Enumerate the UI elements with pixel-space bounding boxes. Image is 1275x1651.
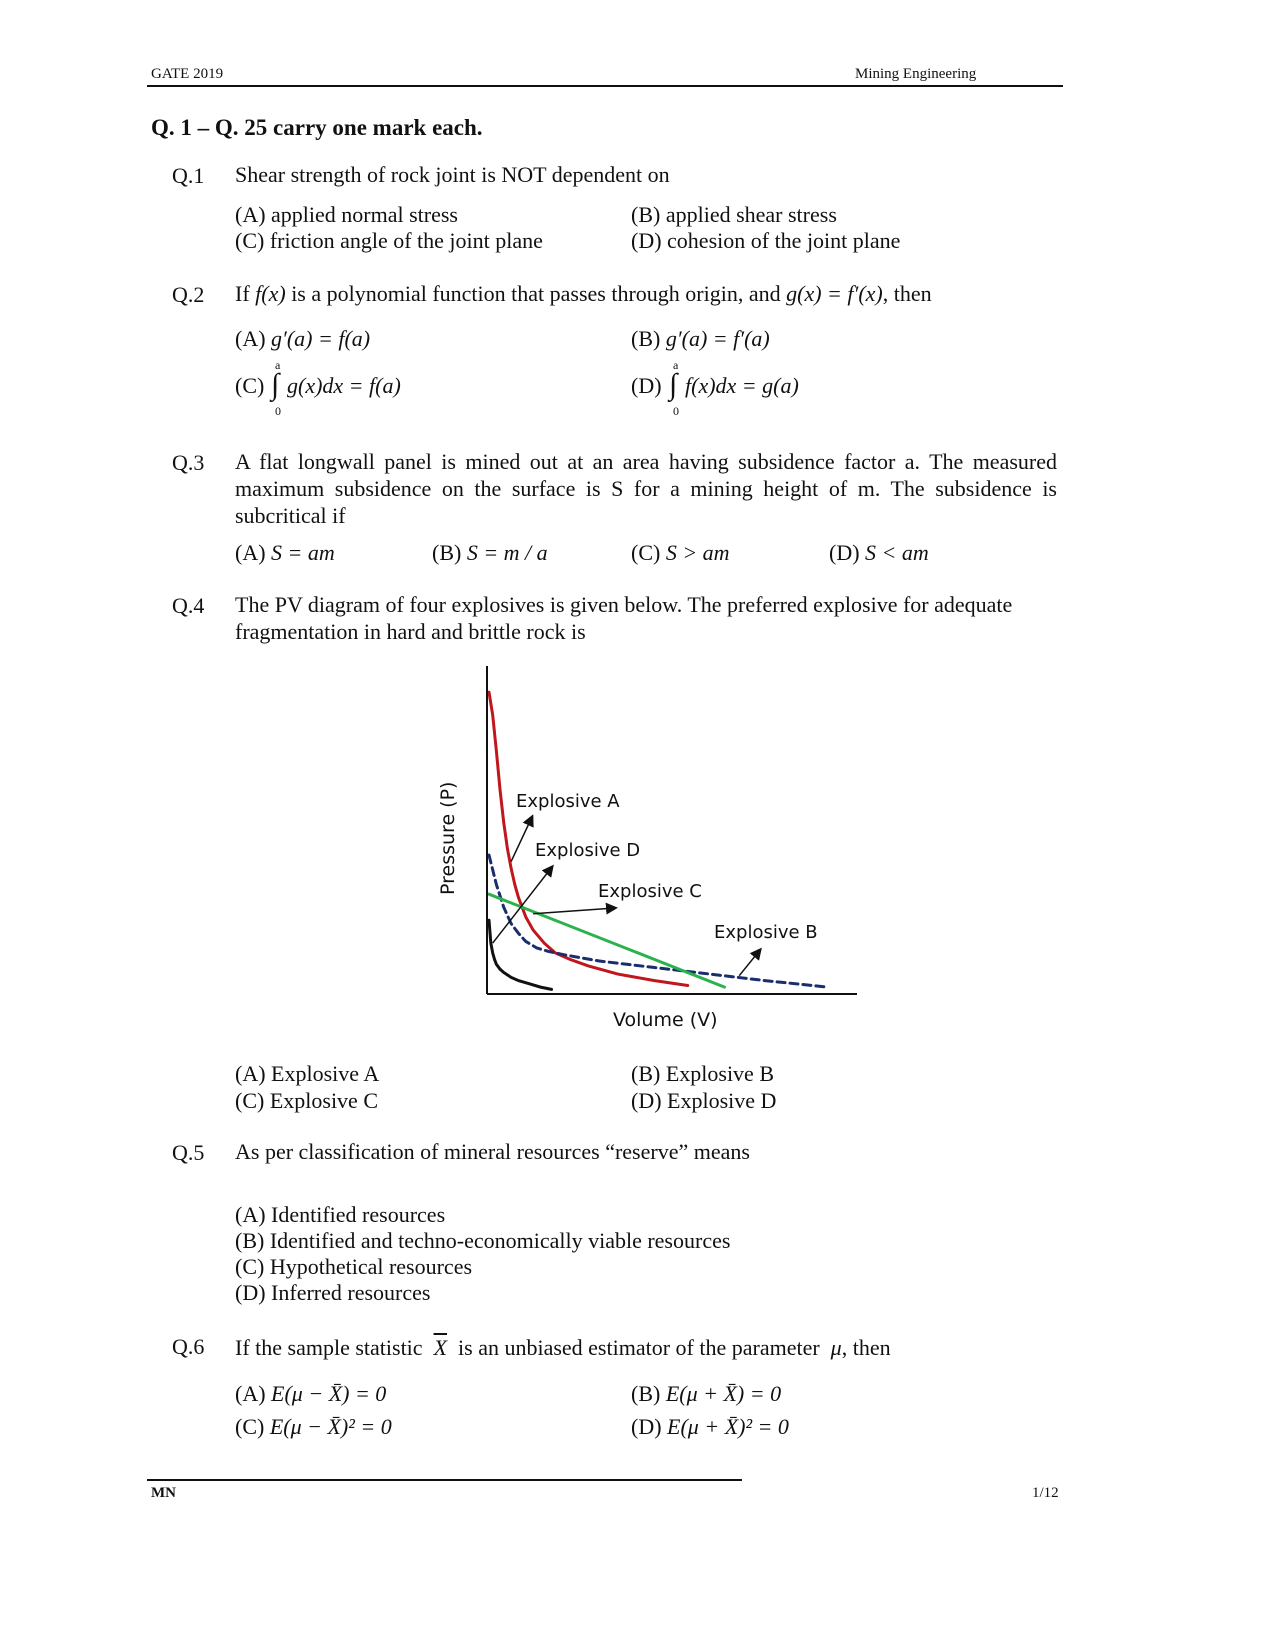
q6-option-c [235, 1414, 392, 1440]
q2-option-b-label: (B) [631, 326, 661, 351]
q3-option-b-label: (B) [432, 540, 462, 565]
q6-text [235, 1334, 891, 1361]
section-title: Q. 1 – Q. 25 carry one mark each. [151, 115, 483, 140]
q5-option-d: (D) Inferred resources [235, 1280, 431, 1305]
annotation-arrow-explosive-b [739, 950, 760, 976]
q3-option-b [432, 540, 548, 566]
q2-option-c [235, 358, 455, 420]
q6-option-d-expr: E(μ + X̄)² = 0 [667, 1414, 789, 1439]
y-axis-label: Pressure (P) [437, 781, 459, 895]
q5-option-c: (C) Hypothetical resources [235, 1254, 473, 1279]
q2-c-upper-limit: a [275, 358, 281, 372]
q5-option-a: (A) Identified resources [235, 1202, 446, 1227]
q2-option-d-expr: f(x)dx = g(a) [685, 373, 799, 398]
q1-option-c: (C) friction angle of the joint plane [235, 228, 543, 253]
header-left: GATE 2019 [151, 66, 224, 82]
q6-number: Q.6 [172, 1334, 205, 1359]
q3-option-c-expr: S > am [665, 540, 730, 565]
q2-option-b [631, 326, 770, 352]
q6-option-a-label: (A) [235, 1381, 266, 1406]
q3-option-c [631, 540, 730, 566]
x-axis-label: Volume (V) [613, 1009, 718, 1031]
q1-number: Q.1 [172, 163, 205, 188]
q4-option-b: (B) Explosive B [631, 1061, 774, 1086]
q2-option-a [235, 326, 370, 352]
q6-option-b [631, 1381, 781, 1407]
q3-option-b-expr: S = m / a [466, 540, 548, 565]
q6-option-c-label: (C) [235, 1414, 265, 1439]
q2-d-integral-sign: ∫ [669, 368, 678, 401]
footer-right: 1/12 [1032, 1485, 1059, 1501]
q3-option-d-expr: S < am [865, 540, 929, 565]
q2-option-d-label: (D) [631, 373, 662, 398]
q6-xbar: $\overline{X}$ [433, 1335, 448, 1360]
q3-option-d-label: (D) [829, 540, 860, 565]
q5-option-b: (B) Identified and techno-economically viable resources [235, 1228, 731, 1253]
q2-option-c-expr: g(x)dx = f(a) [287, 373, 401, 398]
q2-text [235, 280, 932, 307]
q1-option-a: (A) applied normal stress [235, 202, 458, 227]
q2-fx: f(x) [255, 281, 286, 306]
q6-option-c-expr: E(μ − X̄)² = 0 [269, 1414, 392, 1439]
q2-option-a-expr: g′(a) = f(a) [271, 326, 371, 351]
q3-option-a-expr: S = am [271, 540, 335, 565]
q3-text: A flat longwall panel is mined out at an area having subsidence factor a. The measured maximum subsidence on the surface is S for a mining height of m. The subsidence is subcritical if [235, 449, 1057, 528]
q6-mu: μ [830, 1335, 842, 1360]
q6-option-b-label: (B) [631, 1381, 661, 1406]
series-line-explosive-d [489, 920, 552, 989]
q2-gx: g(x) = f′(x) [786, 281, 883, 306]
q3-option-d [829, 540, 929, 566]
q6-option-d [631, 1414, 789, 1440]
q4-number: Q.4 [172, 593, 205, 618]
q2-option-d [631, 358, 851, 420]
q2-number: Q.2 [172, 282, 205, 307]
q3-option-c-label: (C) [631, 540, 661, 565]
annotation-label-explosive-b: Explosive B [714, 922, 818, 943]
q6-option-d-label: (D) [631, 1414, 662, 1439]
q6-option-a-expr: E(μ − X̄) = 0 [271, 1381, 387, 1406]
q2-text-pre: If [235, 281, 250, 306]
q3-option-a [235, 540, 335, 566]
series-line-explosive-a [489, 692, 688, 985]
q4-text: The PV diagram of four explosives is given below. The preferred explosive for adequate fragmentation in hard and brittle rock is [235, 592, 1013, 644]
q4-option-a: (A) Explosive A [235, 1061, 380, 1086]
q4-option-d: (D) Explosive D [631, 1088, 777, 1113]
q6-text-pre: If the sample statistic [235, 1335, 423, 1360]
q5-text: As per classification of mineral resources “reserve” means [235, 1139, 750, 1164]
q3-number: Q.3 [172, 450, 205, 475]
q2-d-lower-limit: 0 [673, 404, 679, 418]
annotation-arrow-explosive-a [511, 817, 532, 862]
q6-text-post: , then [841, 1335, 891, 1360]
pv-diagram [430, 660, 870, 1040]
q2-c-lower-limit: 0 [275, 404, 281, 418]
q2-text-mid: is a polynomial function that passes through origin, and [291, 281, 781, 306]
annotation-label-explosive-d: Explosive D [535, 840, 641, 861]
q6-text-mid: is an unbiased estimator of the parameter [458, 1335, 820, 1360]
q4-option-c: (C) Explosive C [235, 1088, 378, 1113]
header-rule [147, 85, 1063, 87]
footer-left: MN [151, 1485, 176, 1501]
q6-option-b-expr: E(μ + X̄) = 0 [665, 1381, 782, 1406]
footer-rule [147, 1479, 742, 1481]
q5-number: Q.5 [172, 1140, 205, 1165]
q3-option-a-label: (A) [235, 540, 266, 565]
q1-option-b: (B) applied shear stress [631, 202, 837, 227]
q2-c-integral-sign: ∫ [271, 368, 280, 401]
q2-option-b-expr: g′(a) = f′(a) [665, 326, 770, 351]
annotation-label-explosive-c: Explosive C [598, 881, 702, 902]
q6-option-a [235, 1381, 386, 1407]
annotation-arrow-explosive-c [533, 908, 615, 914]
q2-option-a-label: (A) [235, 326, 266, 351]
header-right: Mining Engineering [855, 66, 977, 82]
q1-text: Shear strength of rock joint is NOT dependent on [235, 162, 670, 187]
q2-d-upper-limit: a [673, 358, 679, 372]
q2-option-c-label: (C) [235, 373, 265, 398]
annotation-label-explosive-a: Explosive A [516, 791, 620, 812]
q1-option-d: (D) cohesion of the joint plane [631, 228, 901, 253]
q2-text-post: , then [882, 281, 932, 306]
